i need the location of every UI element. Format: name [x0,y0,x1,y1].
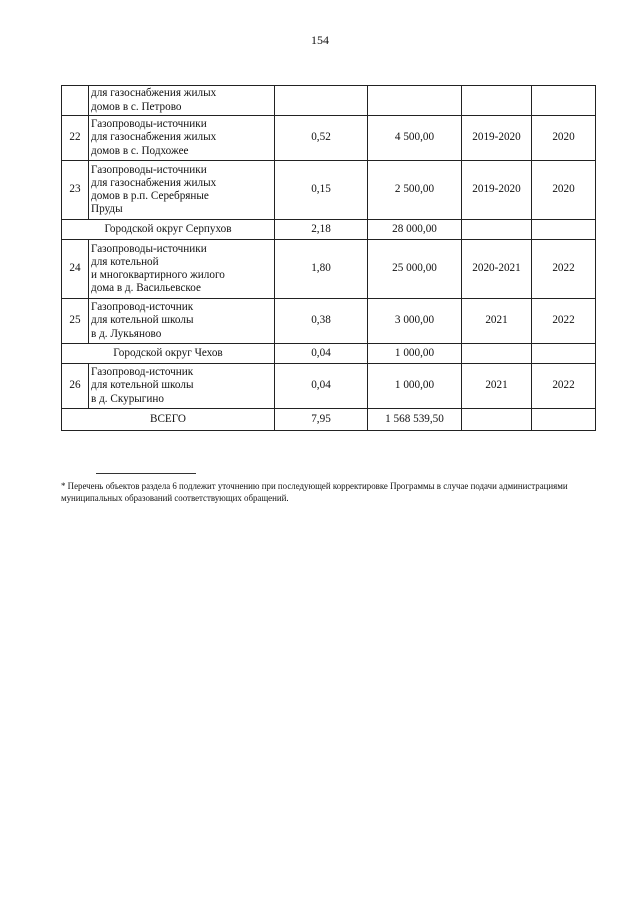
object-name-line: в д. Лукьяново [91,327,162,340]
object-name-line: для котельной [91,255,159,268]
objects-table [61,85,596,431]
object-name-line: Газопроводы-источники [91,118,207,131]
subtotal-row [62,220,596,240]
object-name [89,161,275,220]
cost-value: 4 500,00 [368,116,462,161]
table-row [62,86,596,116]
object-name-line: в д. Скурыгино [91,392,164,405]
object-name-line: Газопроводы-источники [91,242,207,255]
length-value: 0,04 [275,364,368,409]
cost-value [368,86,462,116]
period-value: 2020-2021 [462,240,532,299]
period-value: 2019-2020 [462,161,532,220]
object-name-line: для газоснабжения жилых [91,131,217,144]
period-value [462,220,532,240]
end-year-value: 2022 [532,240,596,299]
cost-value: 28 000,00 [368,220,462,240]
object-name-line: дома в д. Васильевское [91,282,201,295]
object-name [89,299,275,344]
length-value: 0,04 [275,344,368,364]
row-number: 26 [62,364,89,409]
cost-value: 1 000,00 [368,364,462,409]
period-value: 2021 [462,299,532,344]
object-name [89,116,275,161]
length-value: 0,52 [275,116,368,161]
length-value: 7,95 [275,409,368,431]
end-year-value: 2022 [532,364,596,409]
table-row [62,364,596,409]
object-name [89,364,275,409]
cost-value: 1 568 539,50 [368,409,462,431]
object-name-line: домов в с. Подхожее [91,144,189,157]
page-number: 154 [311,33,329,47]
total-row [62,409,596,431]
district-name: Городской округ Серпухов [62,220,275,240]
end-year-value [532,409,596,431]
length-value: 0,15 [275,161,368,220]
length-value: 1,80 [275,240,368,299]
district-name: Городской округ Чехов [62,344,275,364]
total-label: ВСЕГО [62,409,275,431]
object-name-line: для котельной школы [91,379,194,392]
object-name-line: и многоквартирного жилого [91,269,225,281]
period-value [462,409,532,431]
footnote-rule [96,473,196,474]
object-name-line: Газопроводы-источники [91,163,207,176]
object-name [89,86,275,116]
length-value [275,86,368,116]
end-year-value: 2020 [532,161,596,220]
row-number: 24 [62,240,89,299]
row-number: 25 [62,299,89,344]
table-row [62,116,596,161]
table-body [62,86,596,431]
length-value: 0,38 [275,299,368,344]
end-year-value: 2022 [532,299,596,344]
period-value: 2021 [462,364,532,409]
end-year-value [532,86,596,116]
subtotal-row [62,344,596,364]
end-year-value [532,220,596,240]
object-name-line: Пруды [91,203,123,216]
end-year-value [532,344,596,364]
table-row [62,161,596,220]
cost-value: 2 500,00 [368,161,462,220]
table-row [62,299,596,344]
cost-value: 1 000,00 [368,344,462,364]
object-name [89,240,275,299]
length-value: 2,18 [275,220,368,240]
object-name-line: домов в р.п. Серебряные [91,190,209,202]
table-row [62,240,596,299]
row-number [62,86,89,116]
cost-value: 25 000,00 [368,240,462,299]
period-value [462,344,532,364]
footnote-text: * Перечень объектов раздела 6 подлежит уточнению при последующей корректировке Программы в случае подачи администрациями муниципальных образований соответствующих обращений. [61,481,568,503]
object-name-line: для котельной школы [91,314,194,327]
row-number: 23 [62,161,89,220]
object-name-line: Газопровод-источник [91,366,194,379]
object-name-line: домов в с. Петрово [91,100,182,113]
period-value: 2019-2020 [462,116,532,161]
object-name-line: Газопровод-источник [91,301,194,314]
object-name-line: для газоснабжения жилых [91,176,217,189]
cost-value: 3 000,00 [368,299,462,344]
period-value [462,86,532,116]
object-name-line: для газоснабжения жилых [91,87,217,100]
row-number: 22 [62,116,89,161]
end-year-value: 2020 [532,116,596,161]
